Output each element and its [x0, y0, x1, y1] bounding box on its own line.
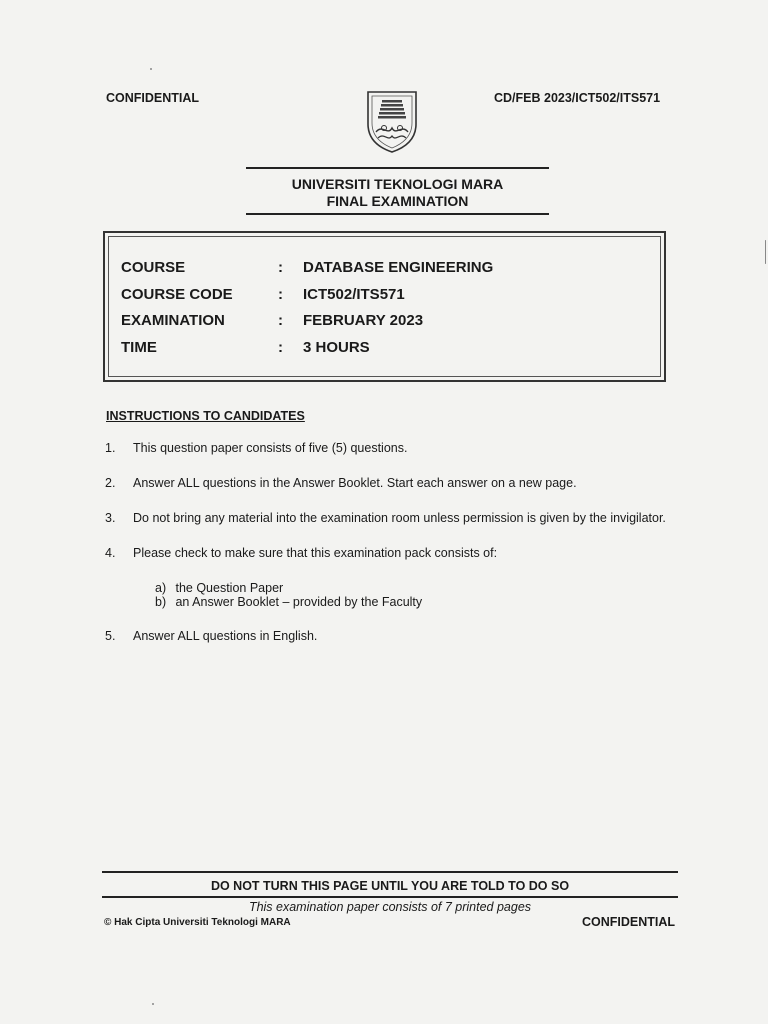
detail-separator: : — [278, 312, 283, 329]
footer-confidential: CONFIDENTIAL — [582, 915, 676, 929]
instruction-text: Answer ALL questions in English. — [133, 629, 318, 643]
instruction-number: 4. — [105, 546, 116, 560]
scan-speck — [150, 68, 152, 70]
detail-label: COURSE CODE — [121, 286, 233, 303]
subitem-letter: a) — [155, 581, 167, 595]
university-title — [246, 176, 549, 210]
pack-subitem — [155, 581, 283, 595]
detail-value: ICT502/ITS571 — [303, 286, 405, 303]
instruction-text: Do not bring any material into the examination room unless permission is given by the invigilator. — [133, 511, 666, 525]
page-count-note: This examination paper consists of 7 printed pages — [248, 900, 532, 914]
exam-type: FINAL EXAMINATION — [326, 193, 469, 209]
subitem-text: an Answer Booklet – provided by the Faculty — [175, 595, 423, 609]
instruction-number: 3. — [105, 511, 116, 525]
course-details-box — [103, 231, 666, 382]
detail-value: FEBRUARY 2023 — [303, 312, 424, 329]
copyright-notice: © Hak Cipta Universiti Teknologi MARA — [104, 917, 291, 928]
instruction-number: 1. — [105, 441, 116, 455]
detail-separator: : — [278, 339, 283, 356]
detail-label: TIME — [121, 339, 157, 356]
footer-rule-bottom — [102, 896, 678, 898]
subitem-letter: b) — [155, 595, 167, 609]
detail-label: COURSE — [121, 259, 186, 276]
scan-speck — [152, 1003, 154, 1005]
subitem-text: the Question Paper — [175, 581, 284, 595]
pack-subitem — [155, 595, 422, 609]
instruction-number: 2. — [105, 476, 116, 490]
university-name: UNIVERSITI TEKNOLOGI MARA — [291, 176, 504, 192]
detail-value: DATABASE ENGINEERING — [303, 259, 494, 276]
instruction-text: Please check to make sure that this examination pack consists of: — [133, 546, 498, 560]
uitm-crest-icon — [364, 88, 420, 154]
header-document-code: CD/FEB 2023/ICT502/ITS571 — [494, 91, 661, 105]
detail-separator: : — [278, 286, 283, 303]
course-details-box-inner — [108, 236, 661, 377]
title-rule-bottom — [246, 213, 549, 215]
footer-rule-top — [102, 871, 678, 873]
do-not-turn-warning: DO NOT TURN THIS PAGE UNTIL YOU ARE TOLD TO DO SO — [210, 879, 570, 893]
detail-separator: : — [278, 259, 283, 276]
title-rule-top — [246, 167, 549, 169]
scan-speck — [765, 240, 766, 264]
instructions-heading: INSTRUCTIONS TO CANDIDATES — [106, 409, 305, 423]
header-confidential: CONFIDENTIAL — [106, 91, 200, 105]
instruction-text: This question paper consists of five (5) questions. — [133, 441, 408, 455]
detail-label: EXAMINATION — [121, 312, 225, 329]
detail-value: 3 HOURS — [303, 339, 370, 356]
instruction-number: 5. — [105, 629, 116, 643]
instruction-text: Answer ALL questions in the Answer Booklet. Start each answer on a new page. — [133, 476, 577, 490]
